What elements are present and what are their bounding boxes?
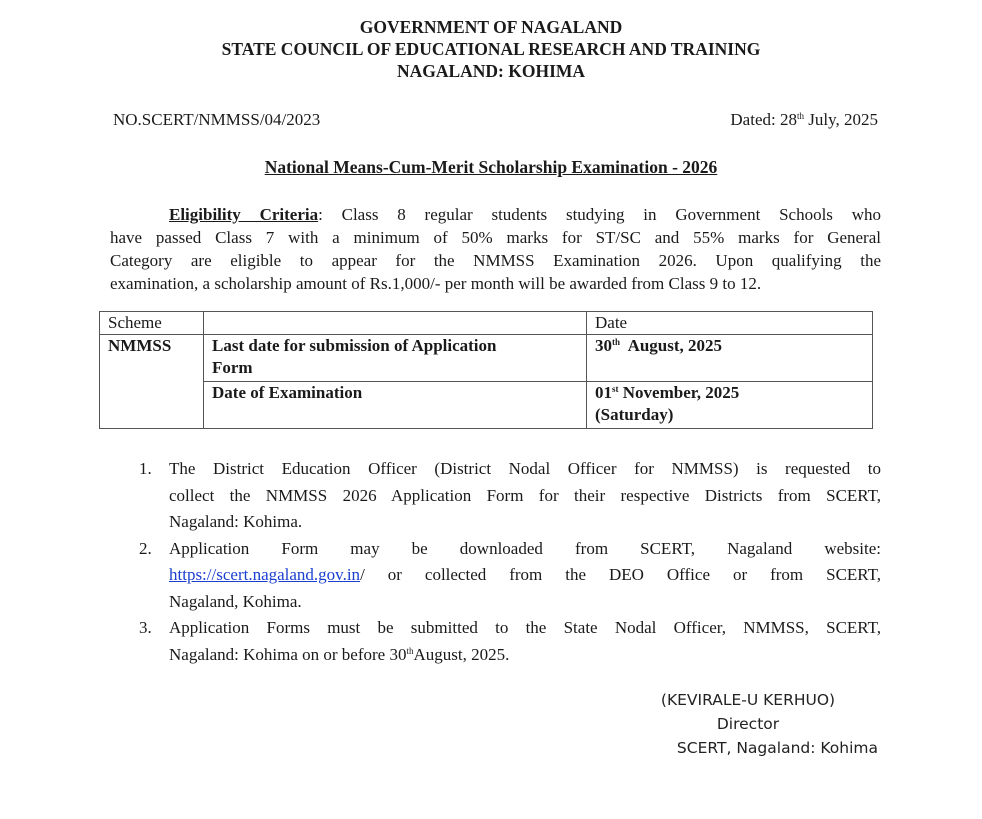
list-item: 2. Application Form may be downloaded from SCERT, Nagaland website: https://scert.nagaland.gov.in/ or collected from the DEO Office or from SCERT, Nagaland, Kohima. (139, 538, 881, 611)
header-scheme: Scheme (100, 312, 204, 335)
list-item: 1. The District Education Officer (District Nodal Officer for NMMSS) is requested to collect the NMMSS 2026 Application Form for their respective Districts from SCERT, Nagaland: Kohima. (139, 459, 881, 531)
date-cell: 01st November, 2025 (Saturday) (587, 382, 873, 429)
signature-block (618, 688, 878, 760)
table-row (100, 382, 873, 429)
signatory-office: SCERT, Nagaland: Kohima (676, 739, 878, 757)
date-cell: 30th August, 2025 (587, 335, 873, 382)
subject-title: National Means-Cum-Merit Scholarship Examination - 2026 (264, 157, 718, 177)
issue-date: Dated: 28th July, 2025 (730, 110, 878, 129)
list-item: 3. Application Forms must be submitted to the State Nodal Officer, NMMSS, SCERT, Nagaland: Kohima on or before 30thAugust, 2025. (139, 618, 881, 664)
header-council: STATE COUNCIL OF EDUCATIONAL RESEARCH AND TRAINING (221, 39, 761, 59)
event-cell: Date of Examination (204, 382, 587, 429)
signatory-name: (KEVIRALE-U KERHUO) (660, 691, 836, 709)
header-date: Date (587, 312, 873, 335)
table-header-row (100, 312, 873, 335)
scert-website-link[interactable]: https://scert.nagaland.gov.in (169, 565, 361, 584)
instruction-list (139, 456, 881, 668)
scheme-cell: NMMSS (100, 335, 204, 429)
eligibility-paragraph: Eligibility Criteria: Class 8 regular students studying in Government Schools who have passed Class 7 with a minimum of 50% marks for ST/SC and 55% marks for General Category are eligible to appear for the NMMSS Examination 2026. Upon qualifying the examination, a scholarship amount of Rs.1,000/- per month will be awarded from Class 9 to 12. (110, 205, 881, 293)
header-event (204, 312, 587, 335)
event-cell: Last date for submission of Application Form (204, 335, 587, 382)
signatory-title: Director (716, 715, 780, 733)
table-row (100, 335, 873, 382)
header-location: NAGALAND: KOHIMA (396, 61, 586, 81)
eligibility-label: Eligibility Criteria (169, 205, 319, 224)
header-government: GOVERNMENT OF NAGALAND (359, 17, 623, 37)
reference-number: NO.SCERT/NMMSS/04/2023 (113, 110, 321, 129)
schedule-table (99, 311, 873, 429)
